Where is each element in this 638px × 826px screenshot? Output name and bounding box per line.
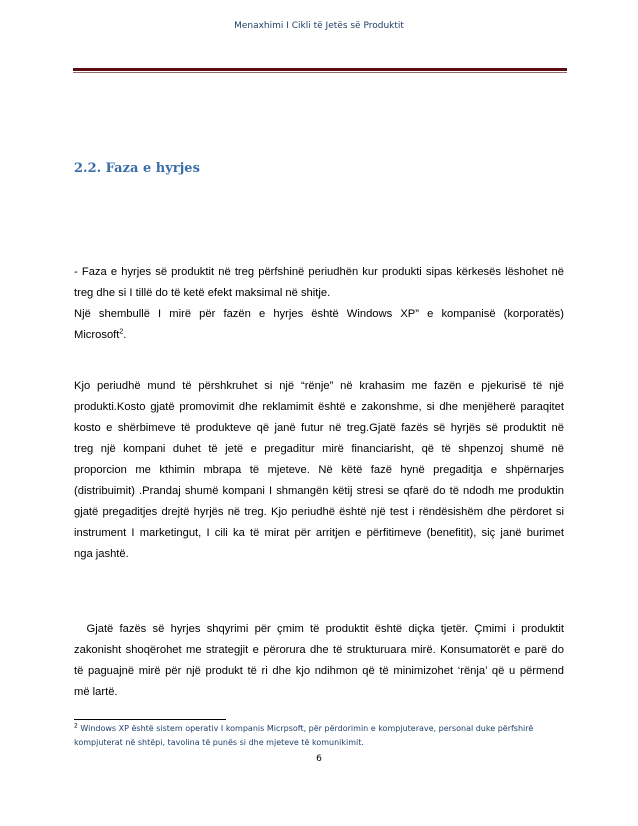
footnote-reference[interactable]: 2	[119, 328, 124, 336]
paragraph-line	[74, 325, 564, 346]
paragraph-line: treg dhe si I tillë do të ketë efekt maksimal në shitje.	[74, 287, 331, 299]
paragraph-line: Një shembullë I mirë për fazën e hyrjes është Windows XP” e kompanisë (korporatës)	[74, 308, 564, 320]
paragraph-pricing	[74, 619, 564, 703]
paragraph-intro	[74, 262, 564, 346]
page-number: 6	[316, 754, 322, 764]
footnote-line: kompjuterat në shtëpi, tavolina të punës si dhe mjeteve të komunikimit.	[74, 738, 364, 747]
paragraph-line: nga jashtë.	[74, 548, 129, 560]
footnote-number: 2	[74, 722, 78, 730]
header-rule-thin	[73, 72, 567, 73]
footnote-text: Windows XP është sistem operativ I kompanis Micrpsoft, për përdorimin e kompjuterave, personal duke përfshirë	[77, 724, 534, 733]
sentence-end: .	[123, 329, 127, 341]
paragraph-line: proporcion me kthimin mbrapa të mjeteve. Në këtë fazë hynë pregaditja e shpërnarjes	[74, 464, 564, 476]
company-name: Microsoft	[74, 329, 120, 341]
paragraph-line: Gjatë fazës së hyrjes shqyrimi për çmim të produktit është diçka tjetër. Çmimi i produktit	[74, 623, 565, 635]
header-rule	[73, 68, 567, 71]
footnote-separator	[74, 719, 226, 720]
paragraph-line: zakonisht shoqërohet me strategjit e përorura dhe të strukturuara mirë. Konsumatorët e parë do	[74, 644, 564, 656]
paragraph-line: Kjo periudhë mund të përshkruhet si një “rënje” në krahasim me fazën e pjekurisë të një	[74, 380, 564, 392]
paragraph-line: instrument I marketingut, I cili ka të mirat për arritjen e përfitimeve (benefitit), siç janë burimet	[74, 527, 564, 539]
paragraph-line: treg një kompani duhet të jetë e pregaditur mirë financiarisht, që të shpenzoj shumë në	[74, 443, 564, 455]
paragraph-line: produkti.Kosto gjatë promovimit dhe reklamimit është e zakonshme, si dhe menjëherë paraqitet	[74, 401, 564, 413]
paragraph-line: më lartë.	[74, 686, 118, 698]
footnote-line	[74, 722, 564, 736]
running-header: Menaxhimi I Cikli të Jetës së Produktit	[234, 21, 404, 31]
footnote	[74, 722, 564, 750]
section-heading: 2.2. Faza e hyrjes	[74, 161, 200, 176]
paragraph-line: kosto e shërbimeve të produkteve që janë futur në treg.Gjatë fazës së hyrjës së produktit në	[74, 422, 564, 434]
paragraph-line: gjatë pregaditjes drejtë hyrjës në treg. Kjo periudhë është një test i rëndësishëm dhe përdoret si	[74, 506, 564, 518]
paragraph-description	[74, 376, 564, 565]
paragraph-line: - Faza e hyrjes së produktit në treg përfshinë periudhën kur produkti sipas kërkesës lëshohet në	[74, 266, 564, 278]
paragraph-line: (distribuimit) .Prandaj shumë kompani I shmangën këtij stresi se qfarë do të ndodh me produktin	[74, 485, 564, 497]
paragraph-line: të paguajnë mirë për një produkt të ri dhe kjo ndihmon që të minimizohet ‘rënja’ që u përmend	[74, 665, 564, 677]
